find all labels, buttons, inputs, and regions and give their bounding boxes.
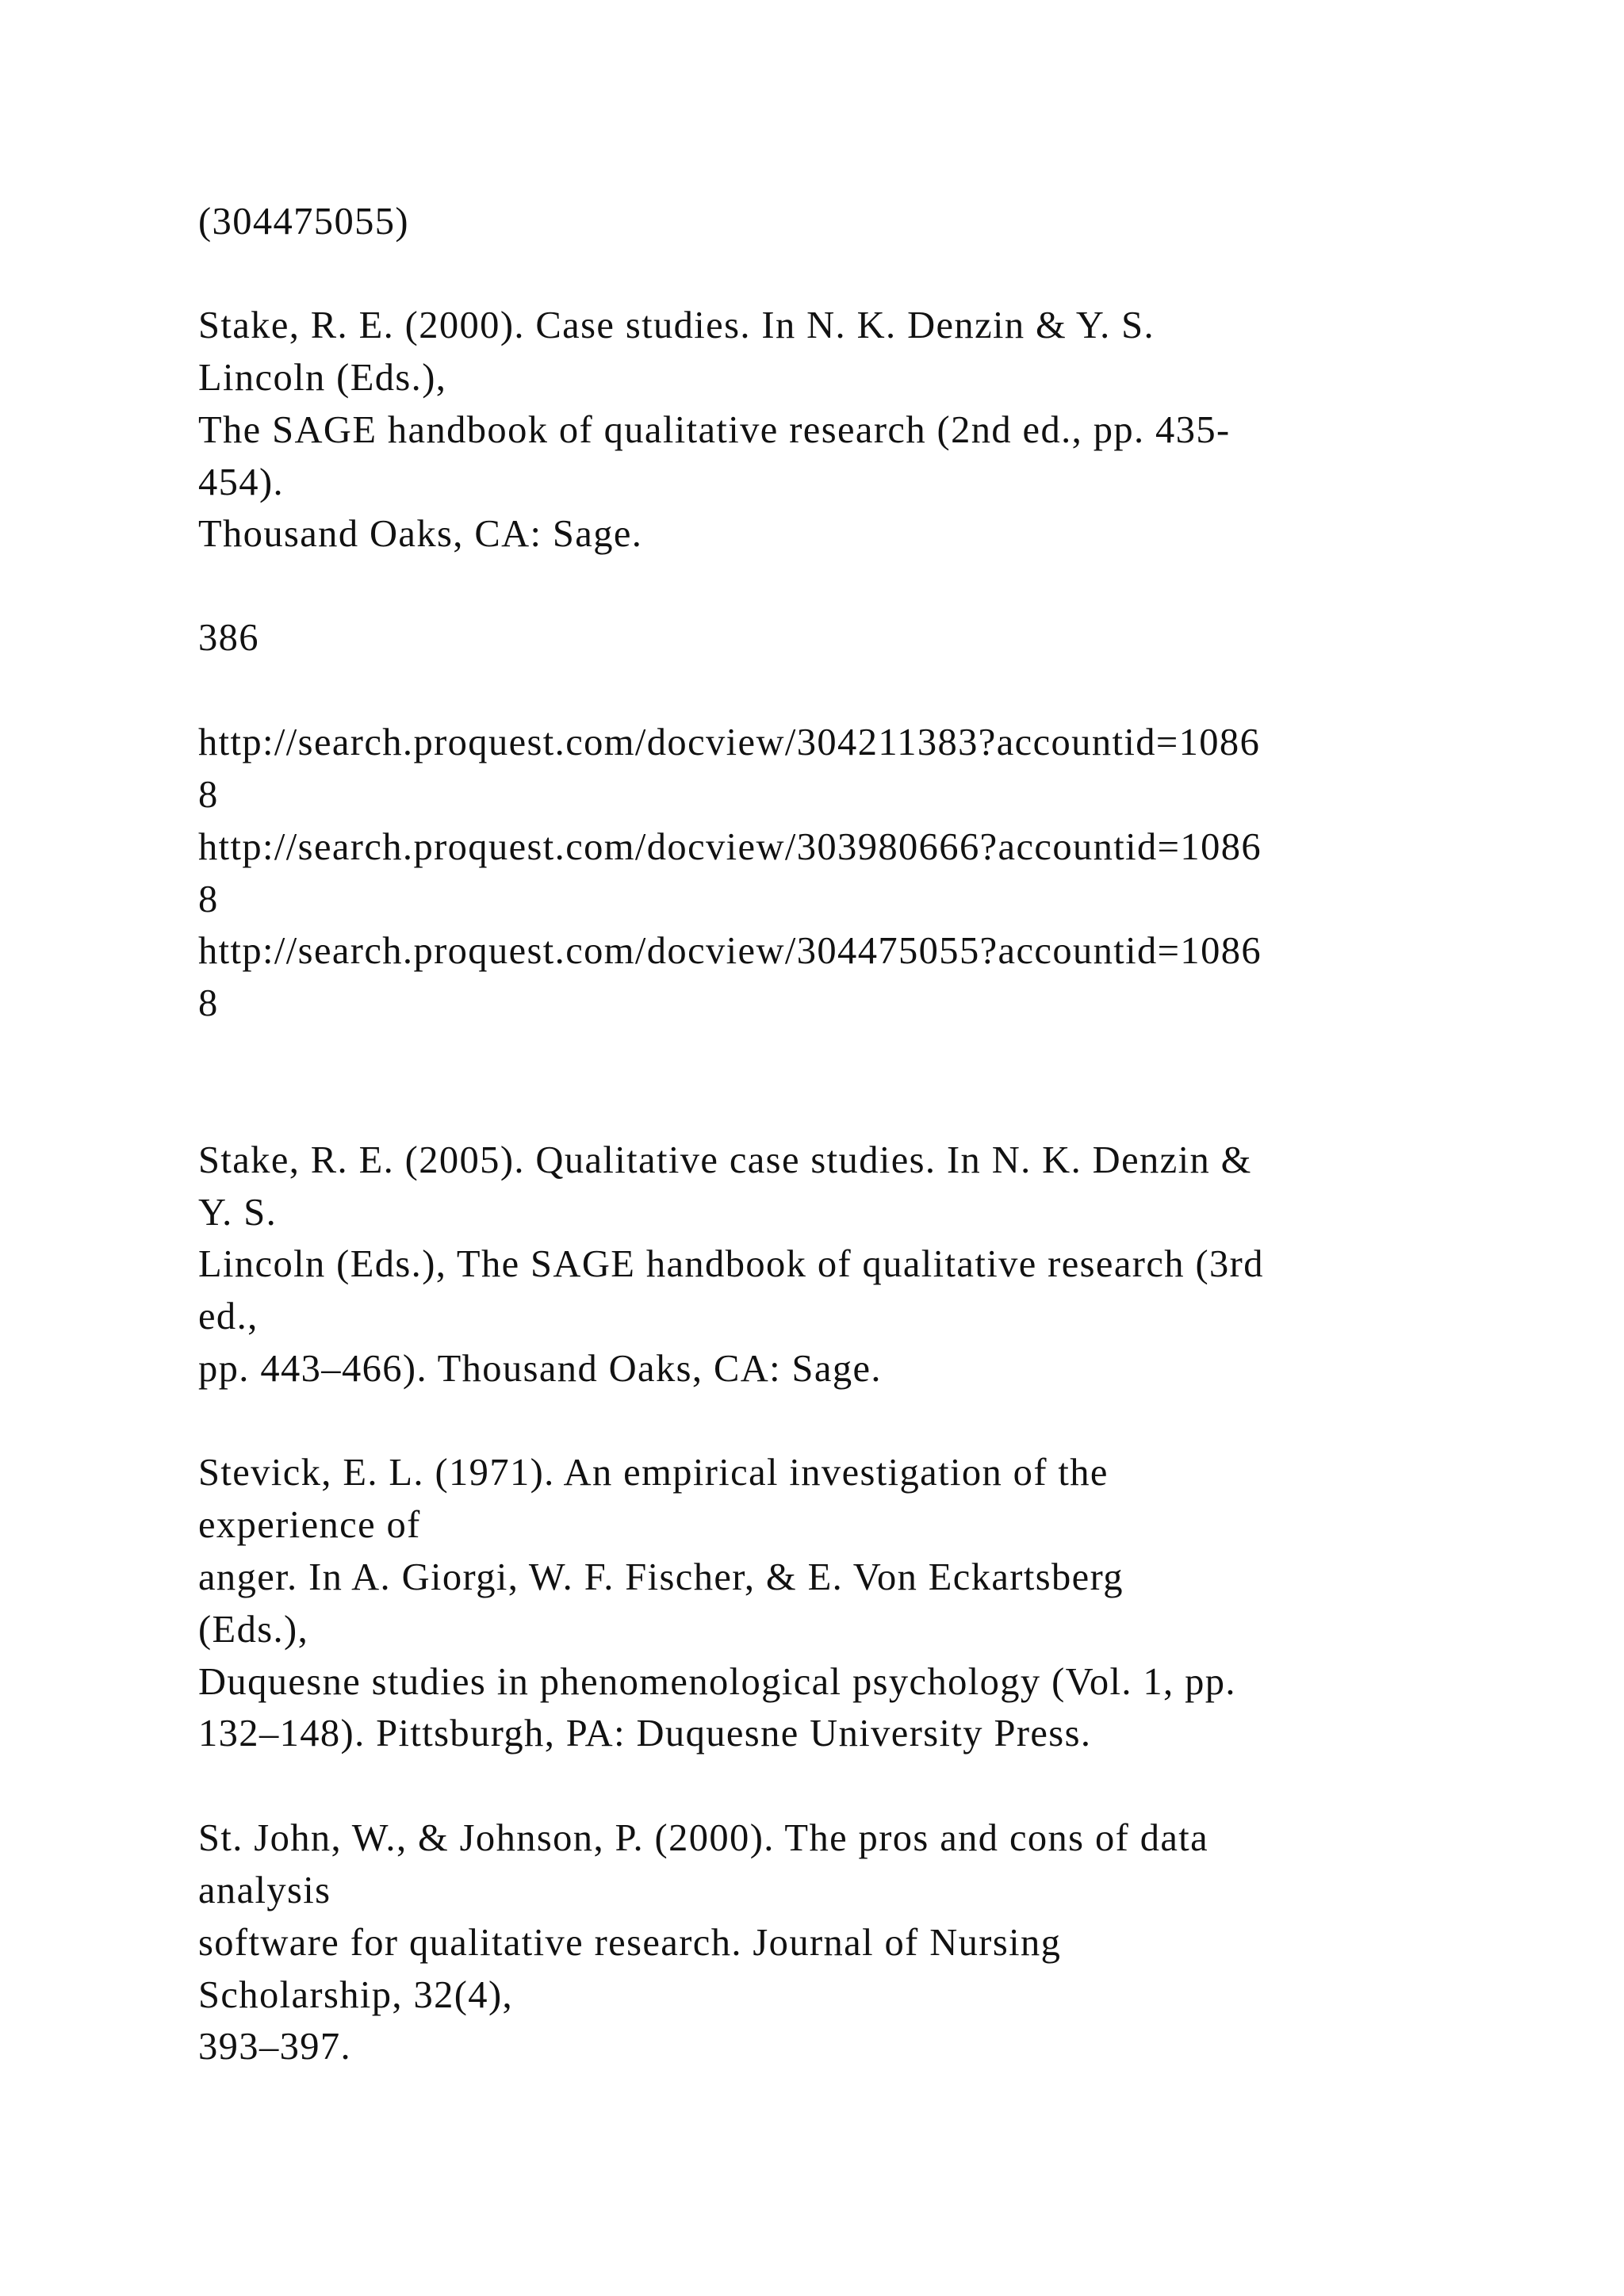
url-line-wrap: 8: [198, 878, 219, 920]
reference-line: Duquesne studies in phenomenological psychology (Vol. 1, pp.: [198, 1661, 1236, 1703]
reference-line: ed.,: [198, 1295, 259, 1337]
url-line-wrap: 8: [198, 774, 219, 816]
reference-line: analysis: [198, 1869, 331, 1911]
url-line: http://search.proquest.com/docview/304475055?accountid=1086: [198, 930, 1262, 972]
reference-line: Scholarship, 32(4),: [198, 1974, 514, 2016]
reference-line: pp. 443–466). Thousand Oaks, CA: Sage.: [198, 1348, 882, 1390]
page-number: 386: [198, 617, 259, 659]
reference-line: 393–397.: [198, 2026, 352, 2068]
reference-line: St. John, W., & Johnson, P. (2000). The pros and cons of data: [198, 1817, 1209, 1859]
reference-line: Stake, R. E. (2000). Case studies. In N. K. Denzin & Y. S.: [198, 304, 1155, 346]
reference-line: 132–148). Pittsburgh, PA: Duquesne University Press.: [198, 1712, 1092, 1755]
reference-line: (Eds.),: [198, 1609, 309, 1651]
reference-line: Y. S.: [198, 1192, 278, 1234]
document-id-line: (304475055): [198, 201, 409, 243]
reference-line: Thousand Oaks, CA: Sage.: [198, 513, 643, 555]
reference-line: Stake, R. E. (2005). Qualitative case studies. In N. K. Denzin &: [198, 1139, 1252, 1181]
reference-line: software for qualitative research. Journal of Nursing: [198, 1922, 1062, 1964]
reference-line: anger. In A. Giorgi, W. F. Fischer, & E. Von Eckartsberg: [198, 1556, 1124, 1598]
reference-line: 454).: [198, 461, 285, 503]
reference-line: experience of: [198, 1504, 421, 1546]
reference-line: Stevick, E. L. (1971). An empirical investigation of the: [198, 1452, 1109, 1494]
reference-line: Lincoln (Eds.),: [198, 357, 447, 399]
url-line-wrap: 8: [198, 982, 219, 1024]
reference-line: Lincoln (Eds.), The SAGE handbook of qualitative research (3rd: [198, 1243, 1264, 1285]
reference-line: The SAGE handbook of qualitative research (2nd ed., pp. 435-: [198, 409, 1231, 451]
url-line: http://search.proquest.com/docview/304211383?accountid=1086: [198, 721, 1261, 763]
url-line: http://search.proquest.com/docview/303980666?accountid=1086: [198, 826, 1262, 868]
